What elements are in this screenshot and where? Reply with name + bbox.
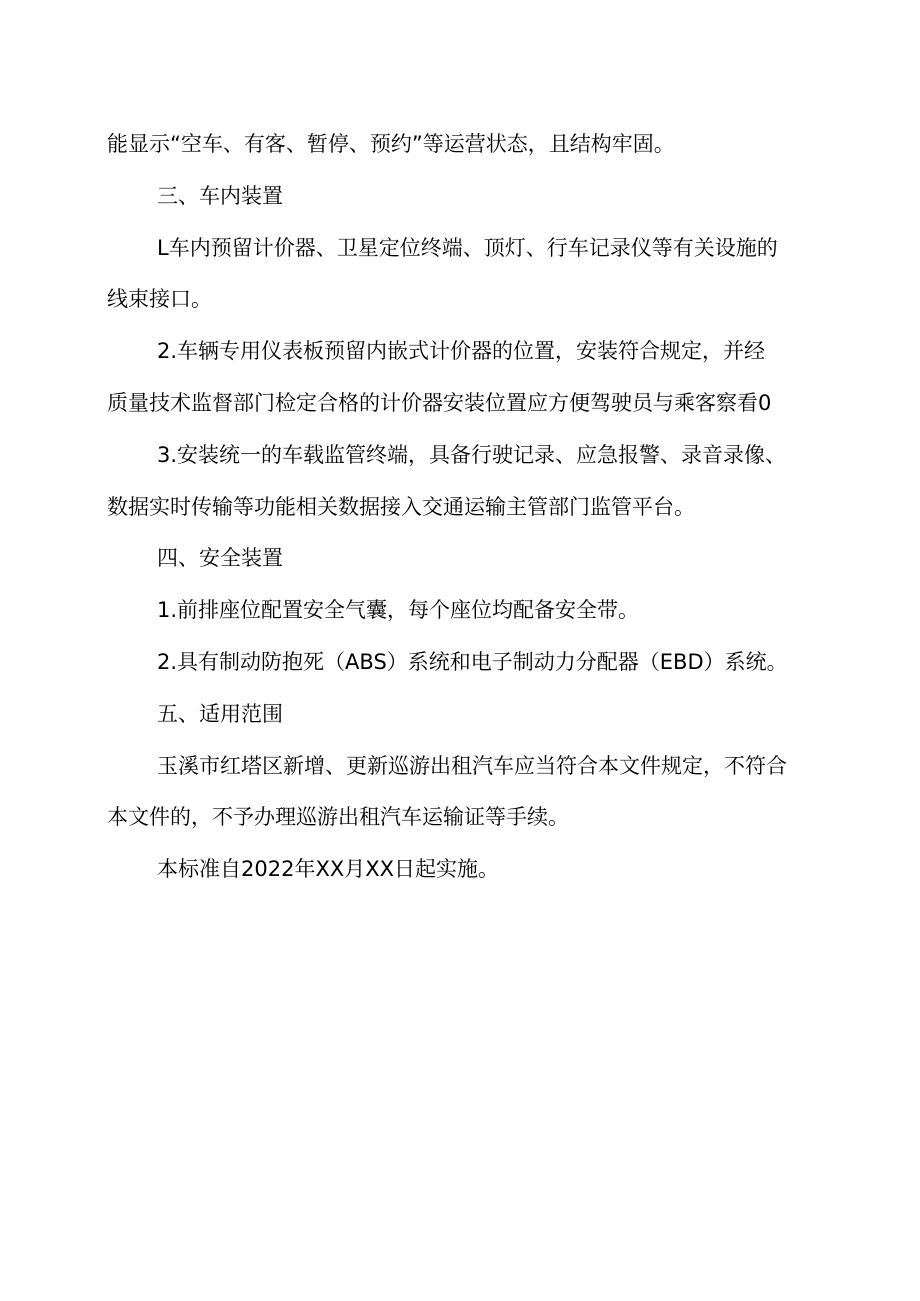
paragraph-line: 1.前排座位配置安全气囊，每个座位均配备安全带。 [157, 598, 640, 623]
paragraph-line: 2.具有制动防抱死（ABS）系统和电子制动力分配器（EBD）系统。 [157, 649, 788, 674]
paragraph-line: 质量技术监督部门检定合格的计价器安装位置应方便驾驶员与乘客察看0 [107, 390, 772, 415]
paragraph-line: L车内预留计价器、卫星定位终端、顶灯、行车记录仪等有关设施的 [157, 235, 778, 260]
paragraph-line: 数据实时传输等功能相关数据接入交通运输主管部门监管平台。 [107, 494, 695, 519]
paragraph-line: 3.安装统一的车载监管终端，具备行驶记录、应急报警、录音录像、 [157, 442, 787, 467]
paragraph-line: 玉溪市红塔区新增、更新巡游出租汽车应当符合本文件规定，不符合 [157, 753, 787, 778]
paragraph-line: 本文件的，不予办理巡游出租汽车运输证等手续。 [107, 805, 569, 830]
document-body [107, 122, 867, 899]
paragraph-line: 2.车辆专用仪表板预留内嵌式计价器的位置，安装符合规定，并经 [157, 339, 766, 364]
paragraph-line: 能显示“空车、有客、暂停、预约”等运营状态，且结构牢固。 [107, 132, 675, 156]
paragraph-line: 线束接口。 [107, 287, 212, 312]
effective-date-line: 本标准自2022年XX月XX日起实施。 [157, 857, 499, 882]
section-heading-interior-devices: 三、车内装置 [157, 183, 283, 208]
section-heading-scope: 五、适用范围 [157, 701, 283, 726]
section-heading-safety-devices: 四、安全装置 [157, 546, 283, 571]
